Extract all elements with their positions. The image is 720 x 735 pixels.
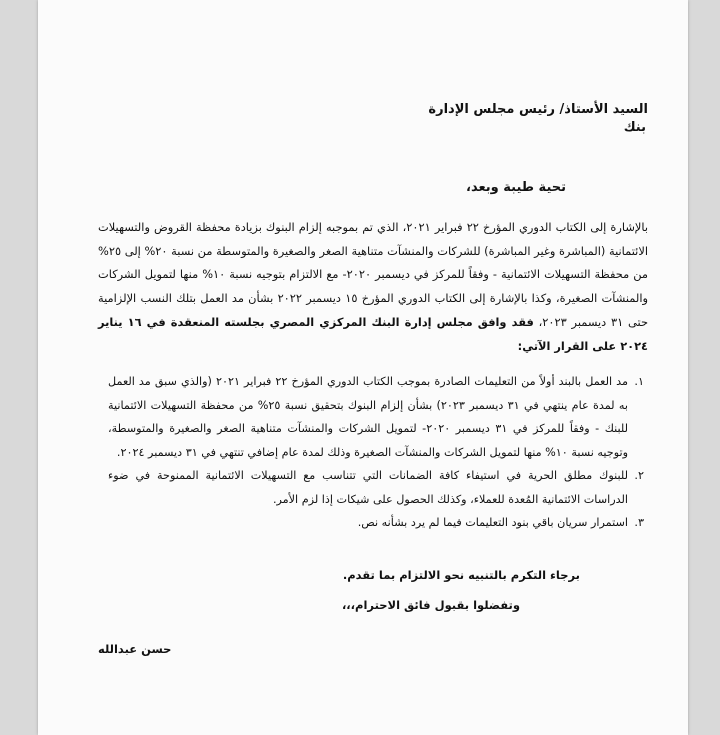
- letter-page: [38, 0, 688, 735]
- greeting: تحية طيبة وبعد،: [466, 180, 566, 195]
- intro-text: بالإشارة إلى الكتاب الدوري المؤرخ ٢٢ فبراير ٢٠٢١، الذي تم بموجبه إلزام البنوك بزيادة محفظة القروض والتسهيلات الائتمانية (المباشرة وغير المباشرة) للشركات والمنشآت متناهية الصغر والصغيرة والمتوسطة من نسبة ٢٠% إلى ٢٥% من محفظة التسهيلات الائتمانية - وفقاً للمركز في ديسمبر ٢٠٢٠- مع الالتزام بتوجيه نسبة ١٠% منها لتمويل الشركات والمنشآت الصغيرة، وكذا بالإشارة إلى الكتاب الدوري المؤرخ ١٥ ديسمبر ٢٠٢٢ بشأن مد العمل بتلك النسب الإلزامية حتى ٣١ ديسمبر ٢٠٢٣،: [98, 220, 649, 329]
- list-item-text: للبنوك مطلق الحرية في استيفاء كافة الضمانات التي تتناسب مع التسهيلات الائتمانية الممنوحة في ضوء الدراسات الائتمانية المُعدة للعملاء، وكذلك الحصول على شيكات إذا لزم الأمر.: [108, 469, 628, 506]
- list-item: [108, 370, 648, 464]
- list-item: [108, 464, 648, 511]
- list-item-number: ١.: [634, 375, 644, 388]
- signature-name: حسن عبدالله: [98, 642, 172, 656]
- list-item-text: استمرار سريان باقي بنود التعليمات فيما لم يرد بشأنه نص.: [357, 516, 628, 529]
- closing-line: برجاء التكرم بالتنبيه نحو الالتزام بما تقدم.: [342, 568, 580, 582]
- list-item-text: مد العمل بالبند أولاً من التعليمات الصادرة بموجب الكتاب الدوري المؤرخ ٢٢ فبراير ٢٠٢١ (والذي سبق مد العمل به لمدة عام ينتهي في ٣١ ديسمبر ٢٠٢٣) بشأن إلزام البنوك بتحقيق نسبة ٢٥% من محفظة التسهيلات الائتمانية للبنك - وفقاً للمركز في ٣١ ديسمبر ٢٠٢٠- لتمويل الشركات والمنشآت متناهية الصغر والصغيرة والمتوسطة، وتوجيه نسبة ١٠% منها لتمويل الشركات والمنشآت الصغيرة وذلك لمدة عام إضافي تنتهي في ٣١ ديسمبر ٢٠٢٤.: [108, 375, 629, 459]
- list-item-number: ٢.: [634, 469, 644, 482]
- list-item: [108, 511, 648, 535]
- decision-list: [108, 370, 648, 535]
- regards-line: وتفضلوا بقبول فائق الاحترام،،،: [341, 598, 520, 612]
- signature-block: [98, 642, 648, 656]
- intro-paragraph: [98, 216, 648, 358]
- list-item-number: ٣.: [634, 516, 644, 529]
- intro-decision: فقد وافق مجلس إدارة البنك المركزي المصري بجلسته المنعقدة في ١٦ يناير ٢٠٢٤ على القرار الآتي:: [98, 314, 648, 353]
- addressee-title: السيد الأستاذ/ رئيس مجلس الإدارة: [428, 102, 648, 117]
- addressee-bank: بنك: [623, 120, 646, 135]
